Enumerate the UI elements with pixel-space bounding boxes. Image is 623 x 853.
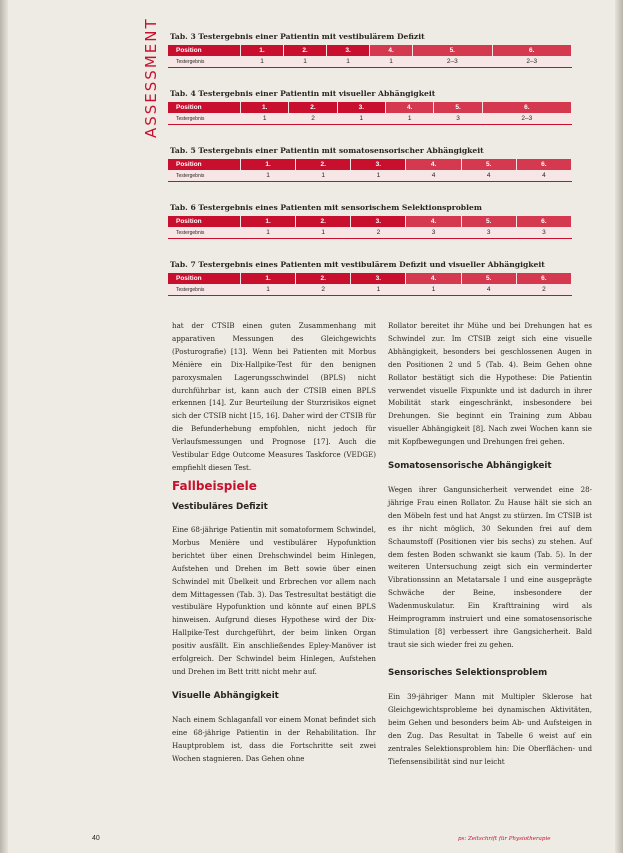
page-left-shadow — [0, 0, 8, 853]
header-cell: 6. — [516, 159, 571, 170]
table-header-row — [168, 45, 572, 56]
table-header-row — [168, 273, 572, 284]
header-cell: 4. — [406, 159, 461, 170]
table-cell: 1 — [370, 56, 413, 68]
paragraph-selection — [388, 691, 592, 768]
header-cell: 5. — [461, 216, 516, 227]
table-header-row — [168, 216, 572, 227]
table-header-row — [168, 102, 572, 113]
table-cell: 3 — [516, 227, 571, 239]
table-cell: 3 — [434, 113, 482, 125]
table-row — [168, 56, 572, 68]
page-number: 40 — [92, 835, 100, 842]
table-cell: 2–3 — [482, 113, 571, 125]
paragraph-visual-text: Nach einem Schlaganfall vor einem Monat befindet sich eine 68-jährige Patientin in der Rehabilitation. Ihr Hauptproblem ist, dass die Fortschritte seit zwei Wochen stagnieren. Das Gehen ohne — [172, 715, 376, 763]
subheading-selection: Sensorisches Selektionsproblem — [388, 668, 548, 678]
table-title: Tab. 5 Testergebnis einer Patientin mit somatosensorischer Abhängigkeit — [170, 146, 484, 155]
header-cell: 2. — [296, 216, 351, 227]
header-cell: 5. — [461, 159, 516, 170]
header-cell: Position — [168, 159, 241, 170]
table-cell: 2 — [289, 113, 337, 125]
table-cell: 2–3 — [492, 56, 572, 68]
table-cell: Testergebnis — [168, 284, 241, 296]
subheading-somatosensory: Somatosensorische Abhängigkeit — [388, 461, 552, 471]
header-cell: 4. — [370, 45, 413, 56]
table-cell: 3 — [461, 227, 516, 239]
result-table — [168, 159, 572, 182]
table-cell: 1 — [386, 113, 434, 125]
table-cell: Testergebnis — [168, 170, 241, 182]
table-cell: 1 — [241, 170, 296, 182]
subheading-visual: Visuelle Abhängigkeit — [172, 691, 279, 701]
header-cell: 3. — [351, 159, 406, 170]
table-cell: 4 — [516, 170, 571, 182]
table-cell: 1 — [241, 56, 284, 68]
header-cell: 1. — [241, 216, 296, 227]
table-cell: 1 — [241, 284, 296, 296]
table-cell: 1 — [241, 113, 289, 125]
table-title: Tab. 6 Testergebnis eines Patienten mit sensorischem Selektionsproblem — [170, 203, 482, 212]
table-title: Tab. 4 Testergebnis einer Patientin mit visueller Abhängigkeit — [170, 89, 436, 98]
header-cell: 4. — [386, 102, 434, 113]
result-table — [168, 102, 572, 125]
table-row — [168, 227, 572, 239]
header-cell: 1. — [241, 273, 296, 284]
header-cell: 4. — [406, 216, 461, 227]
header-cell: 3. — [351, 216, 406, 227]
header-cell: 6. — [492, 45, 572, 56]
table-cell: Testergebnis — [168, 56, 241, 68]
header-cell: 5. — [461, 273, 516, 284]
paragraph-visual-cont: Rollator bereitet ihr Mühe und bei Drehungen hat es Schwindel zur. Im CTSIB zeigt sich eine visuelle Abhängigkeit, besonders bei geschlossenen Augen in den Positionen 2 und 5 (Tab. 4). Beim Gehen ohne Rollator bestätigt sich die Hypothese: Die Patientin verwendet visuelle Fixpunkte und ist dadurch in ihrer Mobilität stark eingeschränkt, insbesondere bei Drehungen. Sie beginnt ein Training zum Abbau visueller Abhängigkeit [8]. Nach zwei Wochen kann sie mit Kopfbewegungen und Drehungen frei gehen. — [388, 321, 592, 447]
header-cell: 2. — [296, 159, 351, 170]
table-cell: 2 — [296, 284, 351, 296]
header-cell: 6. — [482, 102, 571, 113]
header-cell: Position — [168, 45, 241, 56]
table-cell: 1 — [284, 56, 327, 68]
side-section-label: ASSESSMENT — [142, 17, 160, 138]
table-cell: 4 — [406, 170, 461, 182]
section-heading: Fallbeispiele — [172, 479, 257, 493]
header-cell: 4. — [406, 273, 461, 284]
subheading-vestibular: Vestibuläres Defizit — [172, 502, 268, 512]
table-cell: 1 — [296, 170, 351, 182]
table-cell: 2–3 — [413, 56, 492, 68]
table-cell: Testergebnis — [168, 227, 241, 239]
table-cell: 1 — [337, 113, 385, 125]
paragraph-somatosensory-text: Wegen ihrer Gangunsicherheit verwendet eine 28-jährige Frau einen Rollator. Zu Hause hält sie sich an den Möbeln fest und hat Angst zu stürzen. Im CTSIB ist es ihr nicht möglich, 30 Sekunden frei auf dem Schaumstoff (Positionen vier bis sechs) zu stehen. Auf dem festen Boden schwankt sie kaum (Tab. 5). In der weiteren Untersuchung zeigt sich ein verminderter Vibrationssinn an Metatarsale I und eine ausgeprägte Schwäche der Beine, insbesondere der Wadenmuskulatur. Ein Krafttraining wird als Heimprogramm instruiert und eine somatosensorische Stimulation [8] verbessert ihre Gangsicherheit. Bald traut sie sich wieder frei zu gehen. — [388, 485, 592, 649]
header-cell: 1. — [241, 102, 289, 113]
journal-footer: ps: Zeitschrift für Physiotherapie — [458, 836, 551, 842]
table-row — [168, 170, 572, 182]
left-column — [172, 320, 376, 475]
header-cell: 3. — [351, 273, 406, 284]
paragraph-somatosensory — [388, 484, 592, 652]
header-cell: 5. — [434, 102, 482, 113]
paragraph-selection-text: Ein 39-jähriger Mann mit Multipler Sklerose hat Gleichgewichtsprobleme bei dynamischen Aktivitäten, beim Gehen und besonders beim Ab- und Aufsteigen in den Zug. Das Resultat in Tabelle 6 weist auf ein zentrales Selektionsproblem hin: Die Oberflächen- und Tiefensensibilität sind nur leicht — [388, 692, 592, 766]
header-cell: 2. — [289, 102, 337, 113]
header-cell: 2. — [296, 273, 351, 284]
paragraph-vestibular — [172, 524, 376, 679]
table-row — [168, 113, 572, 125]
table-cell: 4 — [461, 284, 516, 296]
table-cell: 1 — [296, 227, 351, 239]
header-cell: 6. — [516, 216, 571, 227]
table-cell: 1 — [327, 56, 370, 68]
result-table — [168, 216, 572, 239]
header-cell: 1. — [241, 45, 284, 56]
header-cell: Position — [168, 216, 241, 227]
table-cell: 2 — [351, 227, 406, 239]
table-cell: 2 — [516, 284, 571, 296]
right-column — [388, 320, 592, 449]
header-cell: 1. — [241, 159, 296, 170]
result-table — [168, 45, 572, 68]
header-cell: 3. — [327, 45, 370, 56]
page-right-shadow — [615, 0, 623, 853]
paragraph-visual — [172, 714, 376, 766]
header-cell: 6. — [516, 273, 571, 284]
table-cell: 3 — [406, 227, 461, 239]
header-cell: Position — [168, 273, 241, 284]
table-cell: 1 — [351, 170, 406, 182]
table-cell: 1 — [406, 284, 461, 296]
intro-paragraph: hat der CTSIB einen guten Zusammenhang mit apparativen Messungen des Gleichgewichts (Posturografie) [13]. Wenn bei Patienten mit Morbus Ménière ein Dix-Hallpike-Test für den benignen paroxysmalen Lagerungsschwindel (BPLS) nicht durchführbar ist, kann auch der CTSIB einen BPLS erkennen [14]. Zur Beurteilung der Sturzrisikos eignet sich der CTSIB nicht [15, 16]. Daher wird der CTSIB für die Befunderhebung empfohlen, nicht jedoch für Verlaufsmessungen und Prognose [17]. Auch die Vestibular Edge Outcome Measures Taskforce (VEDGE) empfiehlt diesen Test. — [172, 321, 376, 472]
table-cell: 4 — [461, 170, 516, 182]
table-title: Tab. 7 Testergebnis eines Patienten mit vestibulärem Defizit und visueller Abhängigkeit — [170, 260, 545, 269]
result-table — [168, 273, 572, 296]
table-row — [168, 284, 572, 296]
paragraph-vestibular-text: Eine 68-jährige Patientin mit somatoformem Schwindel, Morbus Menière und vestibulärer Hypofunktion berichtet über einen Drehschwindel beim Hinlegen, Aufstehen und Drehen im Bett sowie über einen Schwindel mit Übelkeit und Erbrechen vor allem nach dem Mittagessen (Tab. 3). Das Testresultat bestätigt die vestibuläre Hypofunktion und könnte auf einen BPLS hinweisen. Aufgrund dieses Hypothese wird der Dix-Hallpike-Test durchgeführt, der beim linken Organ positiv ausfällt. Ein anschließendes Epley-Manöver ist erfolgreich. Der Schwindel beim Hinlegen, Aufstehen und Drehen im Bett tritt nicht mehr auf. — [172, 525, 376, 676]
table-cell: Testergebnis — [168, 113, 241, 125]
table-header-row — [168, 159, 572, 170]
table-cell: 1 — [241, 227, 296, 239]
header-cell: Position — [168, 102, 241, 113]
table-cell: 1 — [351, 284, 406, 296]
header-cell: 2. — [284, 45, 327, 56]
header-cell: 5. — [413, 45, 492, 56]
header-cell: 3. — [337, 102, 385, 113]
table-title: Tab. 3 Testergebnis einer Patientin mit vestibulärem Defizit — [170, 32, 425, 41]
